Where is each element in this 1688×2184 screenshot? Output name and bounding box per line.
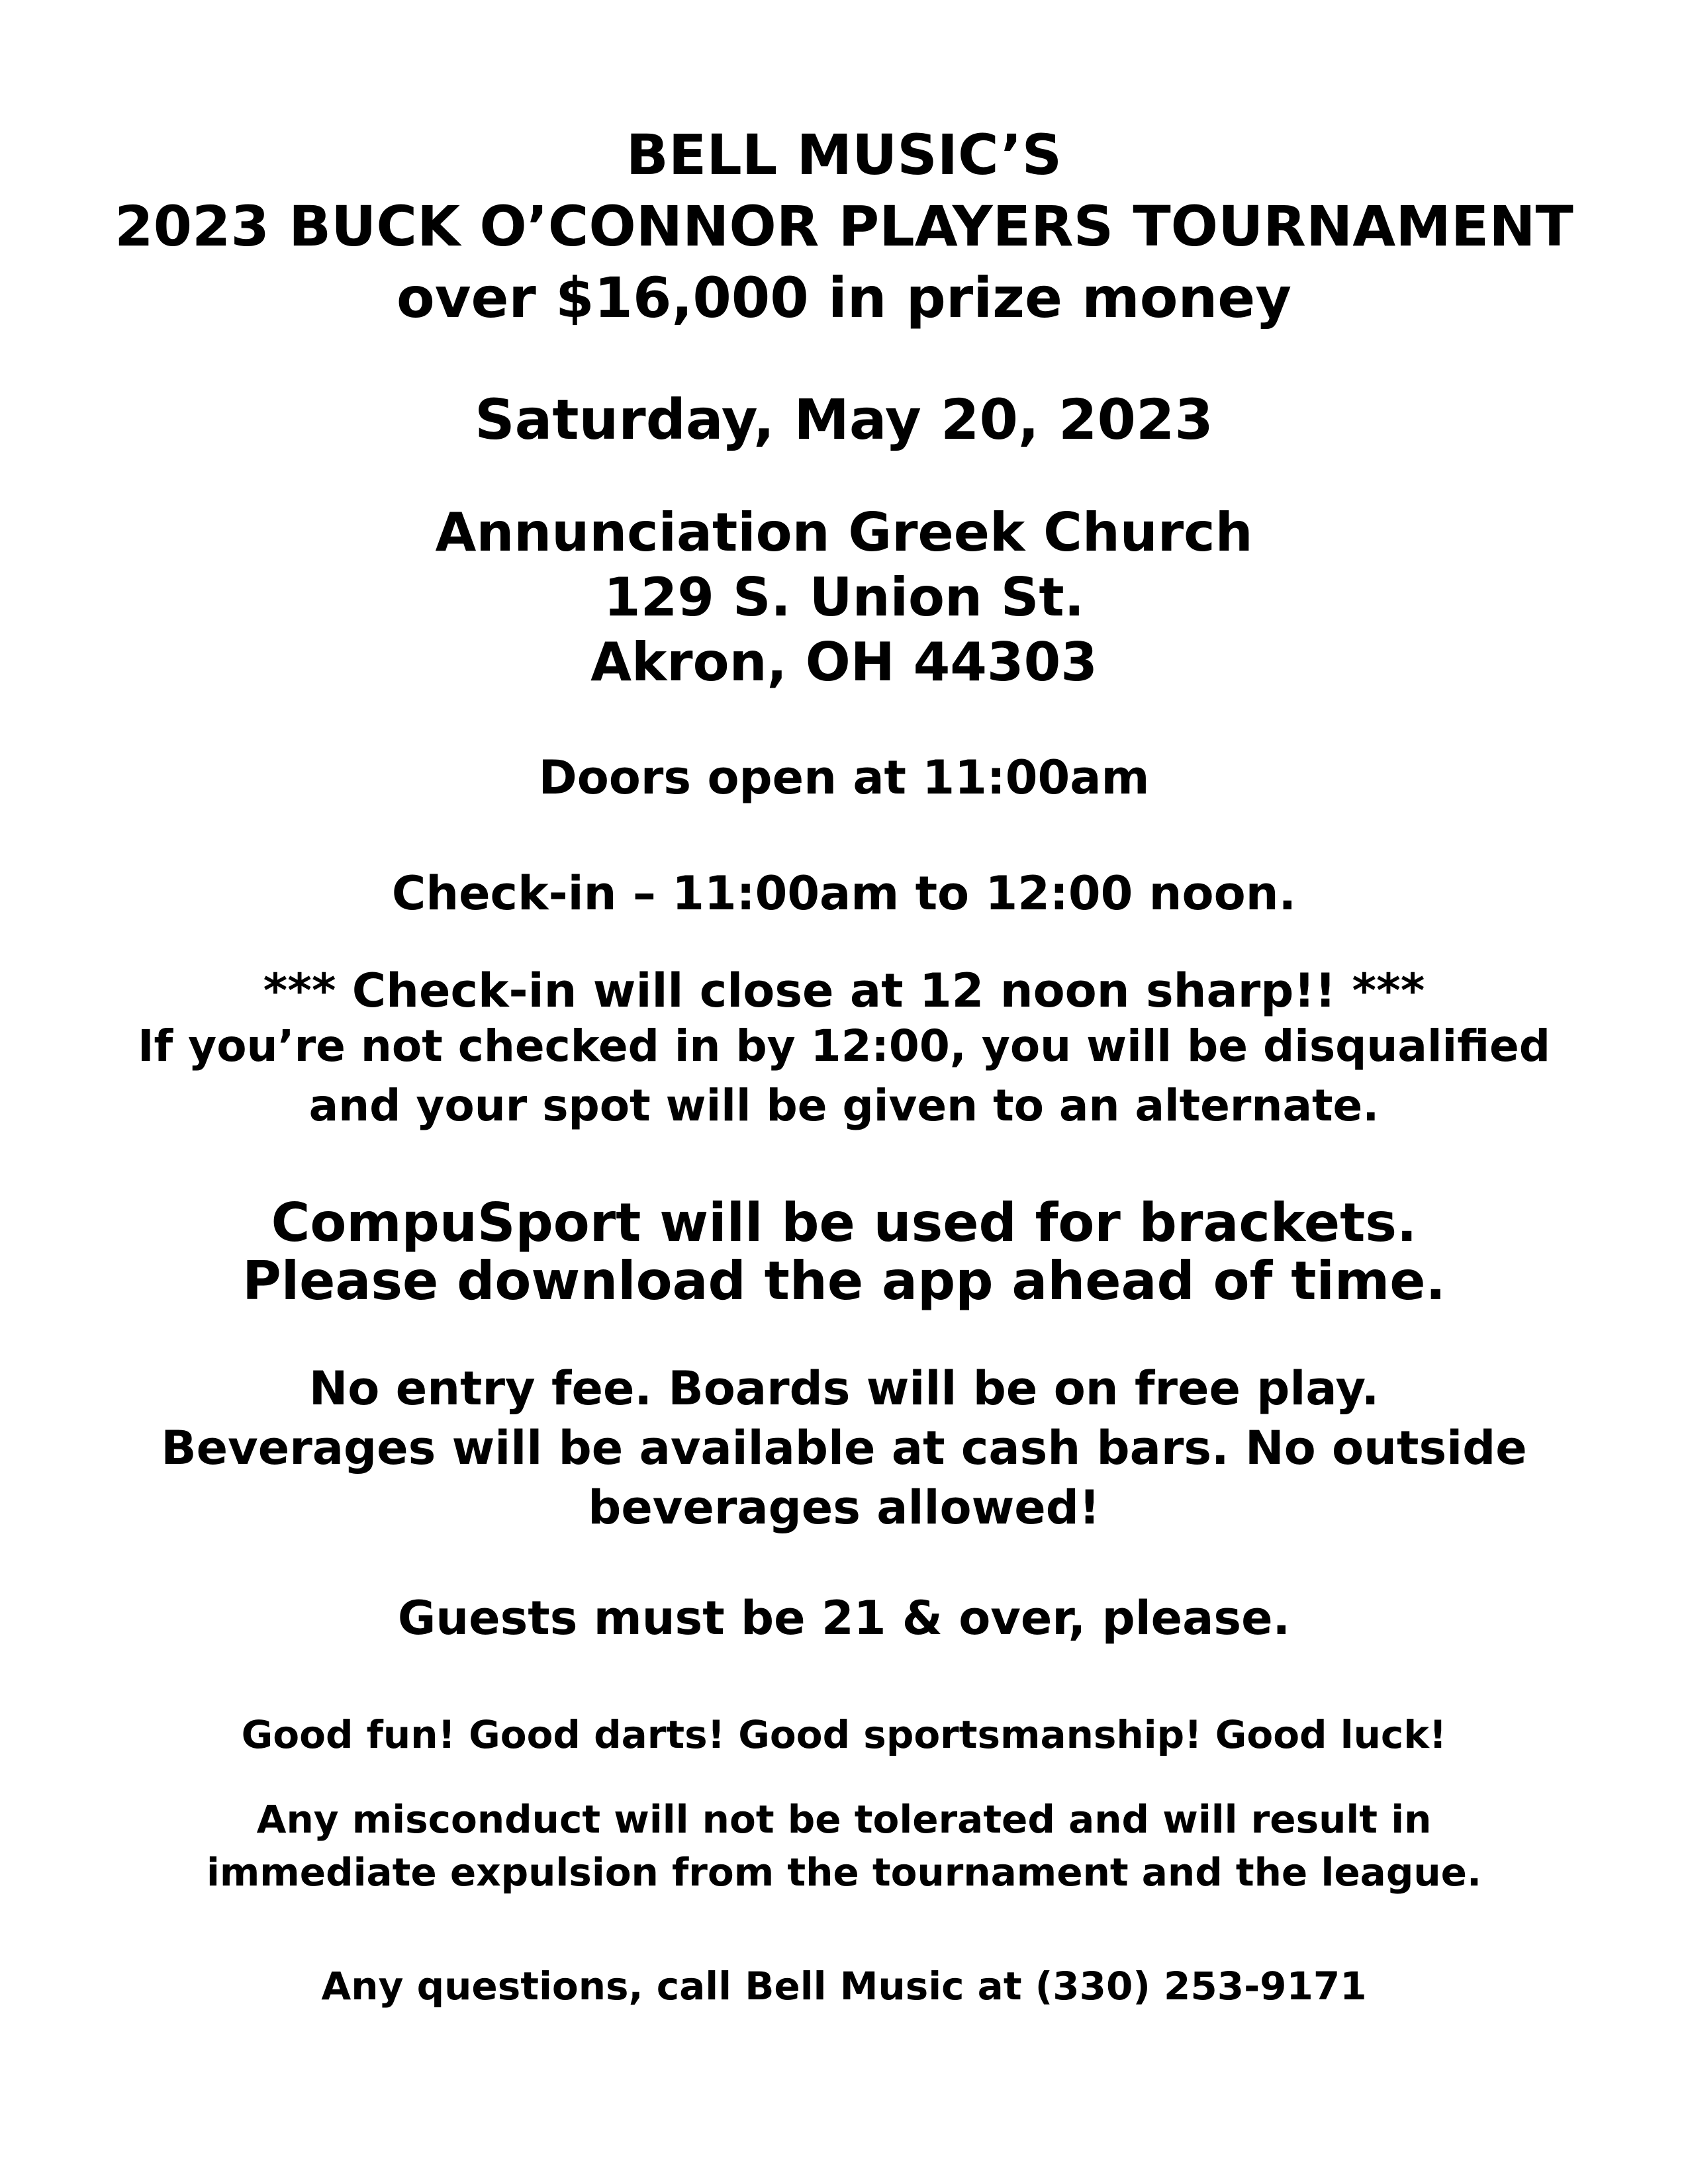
event-date: Saturday, May 20, 2023 xyxy=(475,387,1213,452)
checkin-warning: *** Check-in will close at 12 noon sharp!! *** xyxy=(263,964,1425,1018)
checkin-disqualify: If you’re not checked in by 12:00, you will be disqualified xyxy=(137,1021,1551,1071)
misconduct-expulsion: immediate expulsion from the tournament and the league. xyxy=(206,1850,1481,1895)
motto: Good fun! Good darts! Good sportsmanship! Good luck! xyxy=(241,1712,1447,1757)
venue-city: Akron, OH 44303 xyxy=(590,631,1098,693)
venue-name: Annunciation Greek Church xyxy=(435,502,1253,563)
contact-info: Any questions, call Bell Music at (330) 253-9171 xyxy=(321,1964,1367,2009)
doors-open: Doors open at 11:00am xyxy=(538,751,1150,805)
checkin-time: Check-in – 11:00am to 12:00 noon. xyxy=(391,866,1297,921)
misconduct-warning: Any misconduct will not be tolerated and will result in xyxy=(256,1797,1432,1842)
beverages: Beverages will be available at cash bars. No outside xyxy=(161,1421,1527,1475)
checkin-alternate: and your spot will be given to an alternate. xyxy=(308,1080,1380,1131)
prize-money: over $16,000 in prize money xyxy=(397,265,1291,330)
entry-fee: No entry fee. Boards will be on free play. xyxy=(308,1361,1380,1416)
age-requirement: Guests must be 21 & over, please. xyxy=(397,1591,1291,1645)
brackets-app: Please download the app ahead of time. xyxy=(242,1250,1446,1312)
brackets-info: CompuSport will be used for brackets. xyxy=(271,1192,1417,1253)
beverages-allowed: beverages allowed! xyxy=(588,1480,1100,1535)
venue-street: 129 S. Union St. xyxy=(603,567,1085,628)
header-title: BELL MUSIC’S xyxy=(626,122,1062,187)
header-subtitle: 2023 BUCK O’CONNOR PLAYERS TOURNAMENT xyxy=(115,194,1573,259)
